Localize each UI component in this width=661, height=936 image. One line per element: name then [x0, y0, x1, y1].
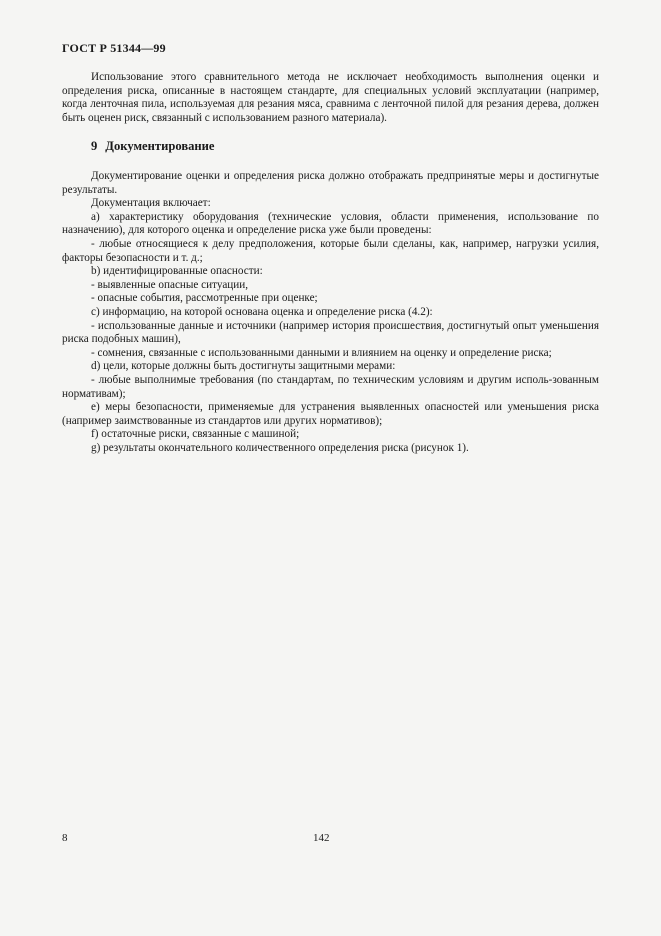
list-item: g) результаты окончательного количественного определения риска (рисунок 1). — [91, 441, 469, 454]
list-item: d) цели, которые должны быть достигнуты защитными мерами: — [91, 360, 396, 373]
section-body — [62, 170, 599, 455]
list-item: c) информацию, на которой основана оценка и определение риска (4.2): — [91, 305, 433, 318]
document-code-header: ГОСТ Р 51344—99 — [62, 41, 166, 55]
intro-paragraph: Использование этого сравнительного метода не исключает необходимость выполнения оценки и определения риска, описанные в настоящем стандарте, для специальных условий эксплуатации (например, когда ленточная пила, используемая для резания мяса, сравнима с ленточной пилой для резания дерева, должен быть оценен риск, связанный с использованием разного материала). — [62, 71, 599, 124]
paragraph: Документация включает: — [91, 197, 211, 210]
list-item: f) остаточные риски, связанные с машиной; — [91, 428, 300, 441]
intro-section — [62, 71, 599, 125]
sheet-number: 142 — [313, 832, 330, 844]
list-subitem: - любые выполнимые требования (по стандартам, по техническим условиям и другим исполь-зованным нормативам); — [62, 373, 599, 400]
list-item: b) идентифицированные опасности: — [91, 265, 263, 278]
list-subitem: - выявленные опасные ситуации, — [91, 278, 249, 291]
list-subitem: - использованные данные и источники (например история происшествия, достигнутый опыт уменьшения риска подобных машин), — [62, 319, 599, 346]
list-subitem: - сомнения, связанные с использованными данными и влиянием на оценку и определение риска; — [91, 346, 552, 359]
section-number: 9 — [91, 139, 98, 153]
section-heading — [91, 139, 215, 154]
list-subitem: - любые относящиеся к делу предположения, которые были сделаны, как, например, нагрузки усилия, факторы безопасности и т. д.; — [62, 237, 599, 264]
list-item: a) характеристику оборудования (технические условия, области применения, использование по назначению), для которого оценка и определение риска уже были проведены: — [62, 210, 599, 237]
page-number: 8 — [62, 832, 68, 844]
section-title: Документирование — [105, 139, 215, 153]
list-subitem: - опасные события, рассмотренные при оценке; — [91, 292, 318, 305]
paragraph: Документирование оценки и определения риска должно отображать предпринятые меры и достигнутые результаты. — [62, 170, 599, 196]
list-item: e) меры безопасности, применяемые для устранения выявленных опасностей или уменьшения риска (например заимствованные из стандартов или других нормативов); — [62, 401, 599, 427]
